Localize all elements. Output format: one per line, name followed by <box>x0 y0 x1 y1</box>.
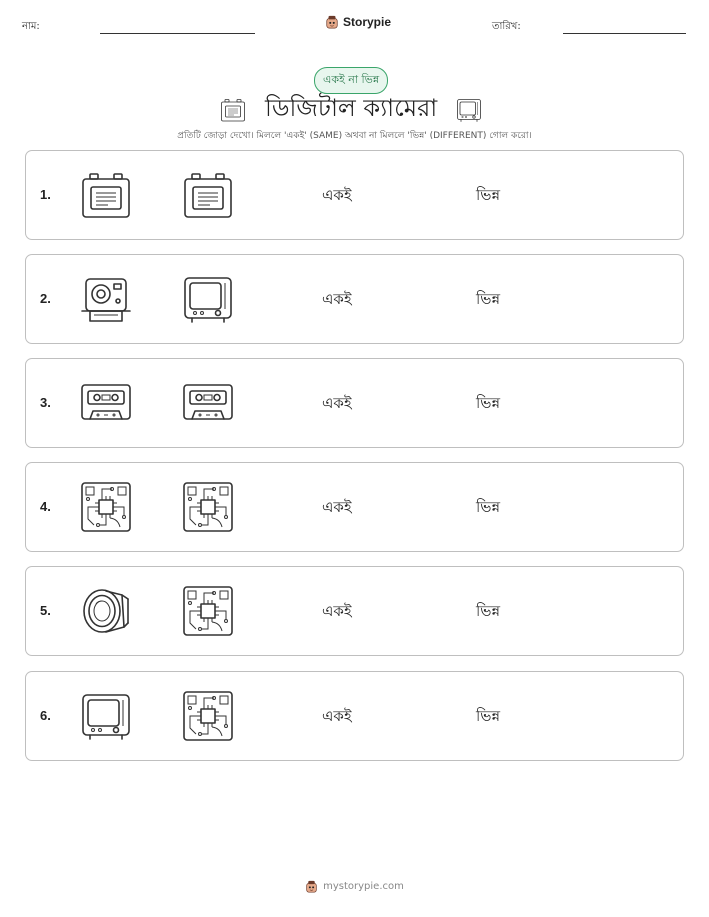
battery-icon <box>78 167 134 223</box>
footer-site: mystorypie.com <box>323 881 404 892</box>
cassette-tape-icon <box>180 375 236 431</box>
title-row <box>219 90 483 130</box>
same-option[interactable]: একই <box>322 186 352 204</box>
same-option[interactable]: একই <box>322 290 352 308</box>
different-option[interactable]: ভিন্ন <box>476 602 501 620</box>
battery-icon <box>180 167 236 223</box>
date-label: তারিখ: <box>492 21 521 32</box>
circuit-chip-icon <box>78 479 134 535</box>
different-option[interactable]: ভিন্ন <box>476 498 501 516</box>
crt-tv-icon <box>455 96 483 124</box>
same-option[interactable]: একই <box>322 707 352 725</box>
battery-icon <box>219 96 247 124</box>
same-option[interactable]: একই <box>322 394 352 412</box>
different-option[interactable]: ভিন্ন <box>476 394 501 412</box>
question-row <box>25 462 684 552</box>
page-title: ডিজিটাল ক্যামেরা <box>265 94 438 122</box>
crt-tv-icon <box>78 688 134 744</box>
question-row <box>25 358 684 448</box>
different-option[interactable]: ভিন্ন <box>476 186 501 204</box>
circuit-chip-icon <box>180 583 236 639</box>
same-option[interactable]: একই <box>322 498 352 516</box>
brand <box>325 15 391 29</box>
different-option[interactable]: ভিন্ন <box>476 707 501 725</box>
name-line[interactable] <box>100 33 255 34</box>
instant-camera-icon <box>78 271 134 327</box>
storypie-logo-icon <box>305 880 318 893</box>
question-number: 5. <box>40 603 51 618</box>
date-line[interactable] <box>563 33 686 34</box>
question-number: 6. <box>40 708 51 723</box>
question-number: 1. <box>40 187 51 202</box>
question-number: 4. <box>40 499 51 514</box>
question-row <box>25 150 684 240</box>
different-option[interactable]: ভিন্ন <box>476 290 501 308</box>
question-row <box>25 254 684 344</box>
brand-name: Storypie <box>343 15 392 29</box>
instructions: প্রতিটি জোড়া দেখো। মিললে 'একই' (SAME) অথবা না মিললে 'ভিন্ন' (DIFFERENT) গোল করো। <box>177 131 532 141</box>
same-option[interactable]: একই <box>322 602 352 620</box>
name-label: নাম: <box>22 21 40 32</box>
worksheet-type-badge: একই না ভিন্ন <box>314 67 388 94</box>
camera-lens-icon <box>78 583 134 639</box>
question-row <box>25 671 684 761</box>
circuit-chip-icon <box>180 688 236 744</box>
question-row <box>25 566 684 656</box>
footer <box>0 880 709 893</box>
storypie-logo-icon <box>325 15 339 29</box>
crt-tv-icon <box>180 271 236 327</box>
question-number: 2. <box>40 291 51 306</box>
cassette-tape-icon <box>78 375 134 431</box>
question-number: 3. <box>40 395 51 410</box>
circuit-chip-icon <box>180 479 236 535</box>
